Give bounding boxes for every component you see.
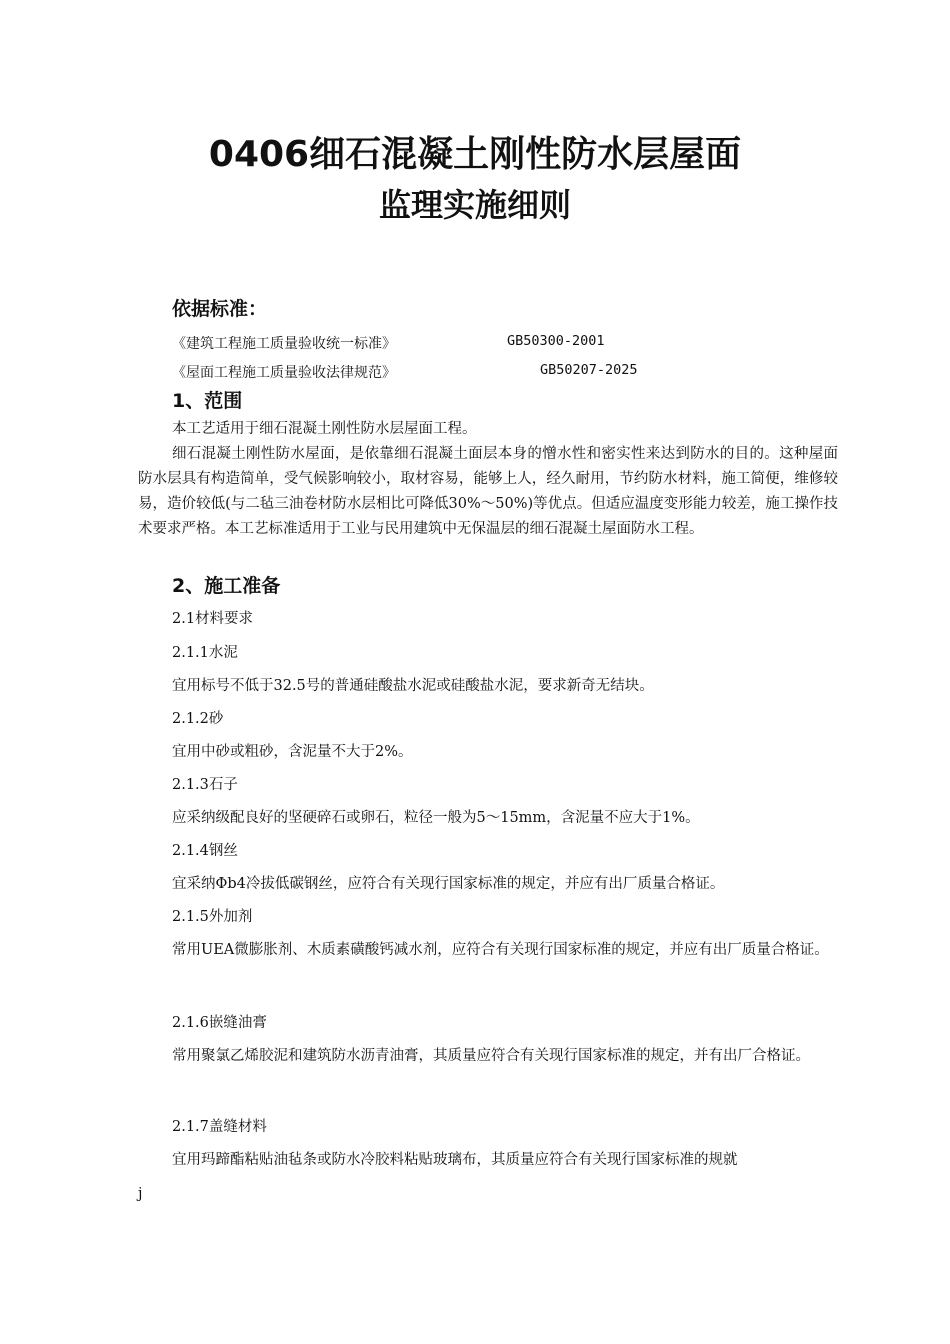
section-2-1-2-text: 宜用中砂或粗砂，含泥量不大于2%。 — [172, 744, 413, 760]
section-1-paragraph-1: 本工艺适用于细石混凝土刚性防水层屋面工程。 — [172, 421, 477, 437]
basis-heading: 依据标准： — [172, 298, 268, 320]
reference-code: GB50300-2001 — [507, 333, 605, 349]
section-1-paragraph-2: 细石混凝土刚性防水屋面，是依靠细石混凝土面层本身的憎水性和密实性来达到防水的目的。这种屋面防水层具有构造简单，受气候影响较小，取材容易，能够上人，经久耐用，节约防水材料，施工简便，维修较易，造价较低(与二毡三油卷材防水层相比可降低30%～50%)等优点。但适应温度变形能力较差，施工操作技术要求严格。本工艺标准适用于工业与民用建筑中无保温层的细石混凝土屋面防水工程。 — [138, 446, 838, 537]
section-2-1-3-text: 应采纳级配良好的坚硬碎石或卵石，粒径一般为5～15mm，含泥量不应大于1%。 — [172, 810, 700, 826]
reference-code: GB50207-2025 — [540, 362, 638, 378]
reference-name: 《建筑工程施工质量验收统一标准》 — [172, 336, 396, 352]
section-2-1-1-text: 宜用标号不低于32.5号的普通硅酸盐水泥或硅酸盐水泥，要求新奇无结块。 — [172, 678, 654, 694]
section-2-1-7-heading: 2.1.7盖缝材料 — [172, 1119, 267, 1135]
section-2-1-6-heading: 2.1.6嵌缝油膏 — [172, 1015, 267, 1031]
section-2-1-3-heading: 2.1.3石子 — [172, 777, 238, 793]
section-2-1-heading: 2.1材料要求 — [172, 611, 254, 627]
reference-standard-1 — [172, 333, 605, 353]
section-2-1-6-text: 常用聚氯乙烯胶泥和建筑防水沥青油膏，其质量应符合有关现行国家标准的规定，并有出厂合格证。 — [172, 1048, 810, 1064]
section-2-1-1-heading: 2.1.1水泥 — [172, 645, 238, 661]
section-2-1-5-heading: 2.1.5外加剂 — [172, 909, 253, 925]
section-2-1-4-heading: 2.1.4钢丝 — [172, 843, 238, 859]
section-1-heading: 1、范围 — [172, 390, 243, 412]
section-2-1-2-heading: 2.1.2砂 — [172, 711, 224, 727]
doc-title: 0406细石混凝土刚性防水层屋面 — [208, 134, 742, 175]
section-2-heading: 2、施工准备 — [172, 575, 281, 597]
reference-standard-2 — [172, 362, 638, 382]
doc-subtitle: 监理实施细则 — [378, 186, 571, 224]
section-2-1-5-text: 常用UEA微膨胀剂、木质素磺酸钙减水剂，应符合有关现行国家标准的规定，并应有出厂质量合格证。 — [172, 942, 829, 958]
reference-name: 《屋面工程施工质量验收法律规范》 — [172, 365, 396, 381]
section-2-1-4-text: 宜采纳Φb4冷拔低碳钢丝，应符合有关现行国家标准的规定，并应有出厂质量合格证。 — [172, 876, 725, 892]
trailing-text: j — [138, 1186, 143, 1202]
section-2-1-7-text: 宜用玛蹄酯粘贴油毡条或防水冷胶料粘贴玻璃布，其质量应符合有关现行国家标准的规就 — [172, 1152, 738, 1168]
